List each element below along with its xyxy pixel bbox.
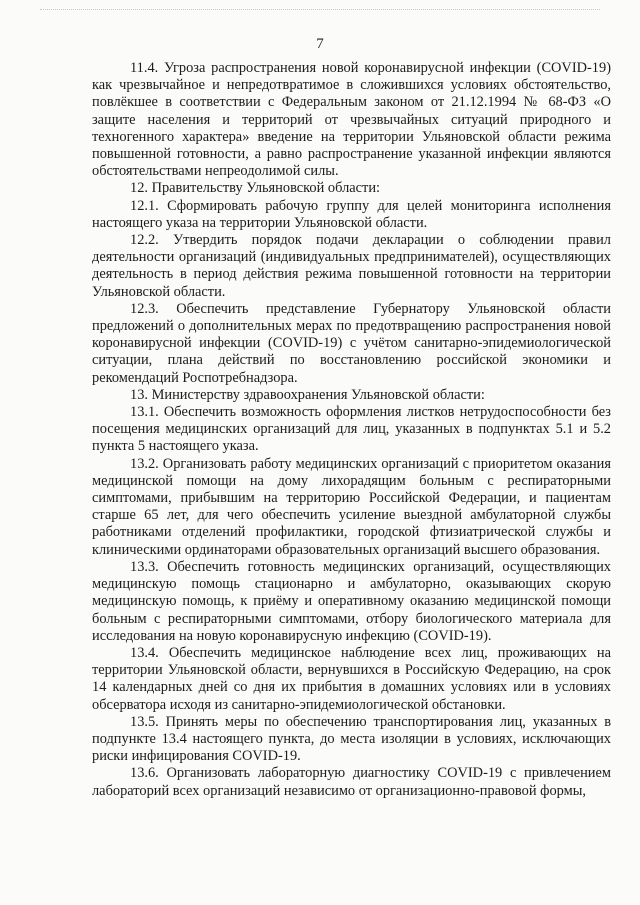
page-number: 7 [316,36,324,52]
document-body [92,60,611,800]
paragraph-11-4: 11.4. Угроза распространения новой коронавирусной инфекции (COVID-19) как чрезвычайное и непредотвратимое в сложившихся условиях обстоятельство, повлёкшее в соответствии с Федеральным законом от 21.12.1994 № 68-ФЗ «О защите населения и территорий от чрезвычайных ситуаций природного и техногенного характера» введение на территории Ульяновской области режима повышенной готовности, а равно распространение указанной инфекции являются обстоятельствами непреодолимой силы. [92,60,611,180]
paragraph-12: 12. Правительству Ульяновской области: [130,180,381,197]
scan-artifact-line [40,9,600,11]
paragraph-12-1: 12.1. Сформировать рабочую группу для целей мониторинга исполнения настоящего указа на территории Ульяновской области. [92,197,611,231]
paragraph-13-6: 13.6. Организовать лабораторную диагностику COVID-19 с привлечением лабораторий всех организаций независимо от организационно-правовой формы, [92,765,611,799]
paragraph-13: 13. Министерству здравоохранения Ульяновской области: [130,386,485,403]
paragraph-12-2: 12.2. Утвердить порядок подачи декларации о соблюдении правил деятельности организаций (индивидуальных предпринимателей), осуществляющих деятельность в период действия режима повышенной готовности на территории Ульяновской области. [92,232,611,300]
paragraph-13-2: 13.2. Организовать работу медицинских организаций с приоритетом оказания медицинской помощи на дому лихорадящим больным с респираторными симптомами, прибывшим на территорию Российской Федерации, и пациентам старше 65 лет, для чего обеспечить усиление выездной амбулаторной службы работниками отделений профилактики, городской фтизиатрической службы и клиническими ординаторами образовательных организаций высшего образования. [92,455,611,558]
paragraph-12-3: 12.3. Обеспечить представление Губернатору Ульяновской области предложений о дополнительных мерах по предотвращению распространения новой коронавирусной инфекции (COVID-19) с учётом санитарно-эпидемиологической ситуации, плана действий по восстановлению российской экономики и рекомендаций Роспотребнадзора. [92,300,611,386]
paragraph-13-1: 13.1. Обеспечить возможность оформления листков нетрудоспособности без посещения медицинских организаций для лиц, указанных в подпунктах 5.1 и 5.2 пункта 5 настоящего указа. [92,404,611,455]
paragraph-13-5: 13.5. Принять меры по обеспечению транспортирования лиц, указанных в подпункте 13.4 настоящего пункта, до места изоляции в условиях, исключающих риски инфицирования COVID-19. [92,713,611,765]
paragraph-13-4: 13.4. Обеспечить медицинское наблюдение всех лиц, проживающих на территории Ульяновской области, вернувшихся в Российскую Федерацию, на срок 14 календарных дней со дня их прибытия в домашних условиях или в условиях обсерватора исходя из санитарно-эпидемиологической обстановки. [92,644,611,713]
paragraph-13-3: 13.3. Обеспечить готовность медицинских организаций, осуществляющих медицинскую помощь стационарно и амбулаторно, оказывающих скорую медицинскую помощь, к приёму и оперативному оказанию медицинской помощи больным с респираторными симптомами, отбору биологического материала для исследования на новую коронавирусную инфекцию (COVID-19). [92,558,611,644]
